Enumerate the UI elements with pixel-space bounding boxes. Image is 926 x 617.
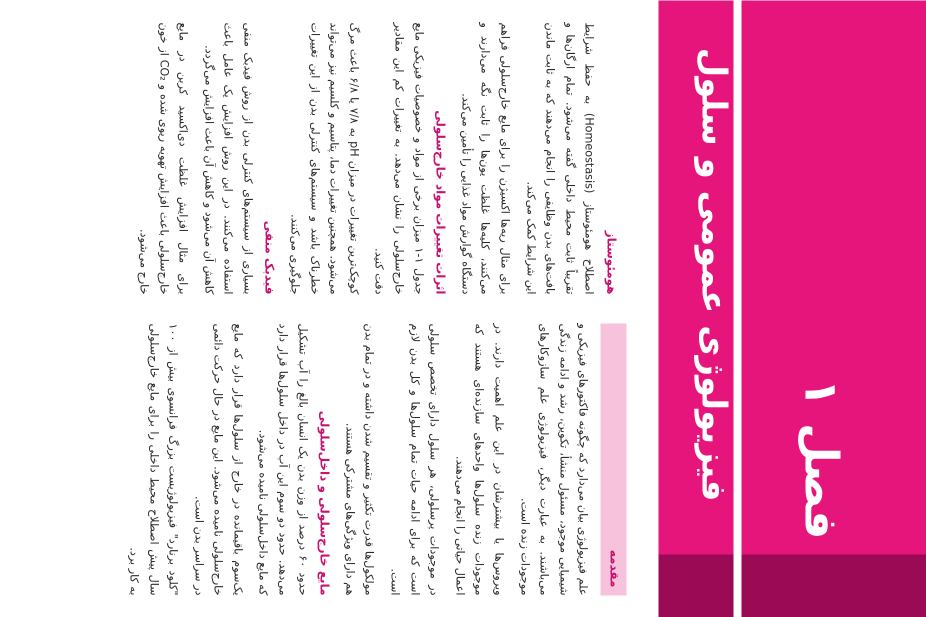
header-band-dark-end bbox=[658, 554, 926, 617]
paragraph-changes-2: کوچک‌ترین تغییرات در میزان pH به ۷/۸ یا ۶/۸ باعث مرگ می‌شود. همچنین تغییرات دما، پتاسیم و کلسیم نیز می‌تواند خطرناک باشد و سیستم‌های کنترلی بدن از این تغییرات جلوگیری می‌کنند. bbox=[288, 22, 360, 294]
paragraph-fluid-2: یک‌سوم باقیمانده در خارج از سلول‌ها قرار دارد که مایع خارج‌سلولی نامیده می‌شود. این مایع در حال حرکت دائمی در سراسر بدن است. bbox=[191, 323, 244, 595]
paragraph-intro-4: مولکول‌ها قدرت تکثیر و تقسیم شدن داشته و در تمام بدن هم دارای ویژگی‌های مشترکی هستند. bbox=[342, 323, 376, 595]
chapter-title: فصل ۱ bbox=[794, 378, 848, 539]
paragraph-feedback-1: بسیاری از سیستم‌های کنترلی بدن از روش فیدبک منفی استفاده می‌کنند. در این روش افزایش یک عامل باعث کاهش آن می‌شود و کاهش آن باعث افزایش می‌گردد. bbox=[201, 22, 254, 294]
paragraph-intro-1: علم فیزیولوژی بیان می‌دارد که چگونه فاکتورهای فیزیکی و شیمیایی موجود، مسئول منشأ، تکوین، رشد و ادامه زندگی می‌باشند. به عبارت دیگر، فیزیولوژی علم سازوکارهای موجودات زنده است. bbox=[517, 323, 590, 595]
heading-homeostasis: هومئوستاز bbox=[604, 230, 618, 294]
text-column-left bbox=[127, 22, 626, 294]
text-column-right bbox=[117, 323, 626, 595]
chapter-subtitle: فیزیولوژی عمومی و سلول bbox=[693, 47, 733, 501]
paragraph-feedback-2: برای مثال افزایش غلظت دی‌اکسید کربن در مایع خارج‌سلولی باعث افزایش تهویه ریوی شده و CO₂ از خون خارج می‌شود. bbox=[136, 22, 190, 294]
paragraph-fluid-3: "کلود برنارد" فیزیولوژیست بزرگ فرانسوی بیش از ۱۰۰ سال پیش اصطلاح محیط داخلی را برای مایع خارج‌سلولی به کار برد. bbox=[126, 323, 180, 595]
header-band-dark-divider bbox=[733, 554, 741, 617]
paragraph-intro-3: در موجودات پرسلولی، هر سلول دارای تخصص سلولی است که برای ادامه حیات تمام سلول‌ها و کل بدن لازم است. bbox=[388, 323, 441, 595]
paragraph-fluid-1: حدود ۶۰ درصد از وزن بدن یک انسان بالغ را آب تشکیل می‌دهد. حدود دو سوم این آب در داخل سلول‌ها قرار دارد که مایع داخل‌سلولی نامیده می‌شود. bbox=[256, 323, 309, 595]
heading-introduction: مقدمه bbox=[600, 323, 626, 595]
heading-extracellular-changes: اثرات تغییرات مواد خارج‌سلولی bbox=[433, 109, 448, 294]
paragraph-intro-2: ویروس‌ها یا بیشترشان در این علم اهمیت دارند. در موجودات زنده سلول‌ها واحدهای سازنده‌ای هستند که اعمال حیاتی را انجام می‌دهند. bbox=[452, 323, 506, 595]
heading-fluids: مایع خارج‌سلولی و داخل‌سلولی bbox=[317, 410, 332, 595]
chapter-header-band bbox=[658, 0, 926, 617]
header-band-divider bbox=[733, 0, 741, 554]
heading-negative-feedback: فیدبک منفی bbox=[262, 220, 277, 294]
paragraph-homeostasis-1: اصطلاح هومئوستاز (Homeostasis) به حفظ شرایط تقریباً ثابت محیط داخلی گفته می‌شود. تمام ارگان‌ها و بافت‌های بدن وظایفی را انجام می‌دهند که به ثابت ماندن این شرایط کمک می‌کند. bbox=[523, 22, 596, 294]
paragraph-homeostasis-2: برای مثال ریه‌ها اکسیژن را برای مایع خارج‌سلولی فراهم می‌کنند، کلیه‌ها غلظت یون‌ها را ثابت نگه می‌دارند و دستگاه گوارش مواد غذایی را تأمین می‌کند. bbox=[458, 22, 512, 294]
paragraph-changes-1: جدول ۱-۱ میزان برخی از مواد و خصوصیات فیزیکی مایع خارج‌سلولی را نشان می‌دهد. به تغییرات کم این مقادیر دقت کنید. bbox=[372, 22, 425, 294]
